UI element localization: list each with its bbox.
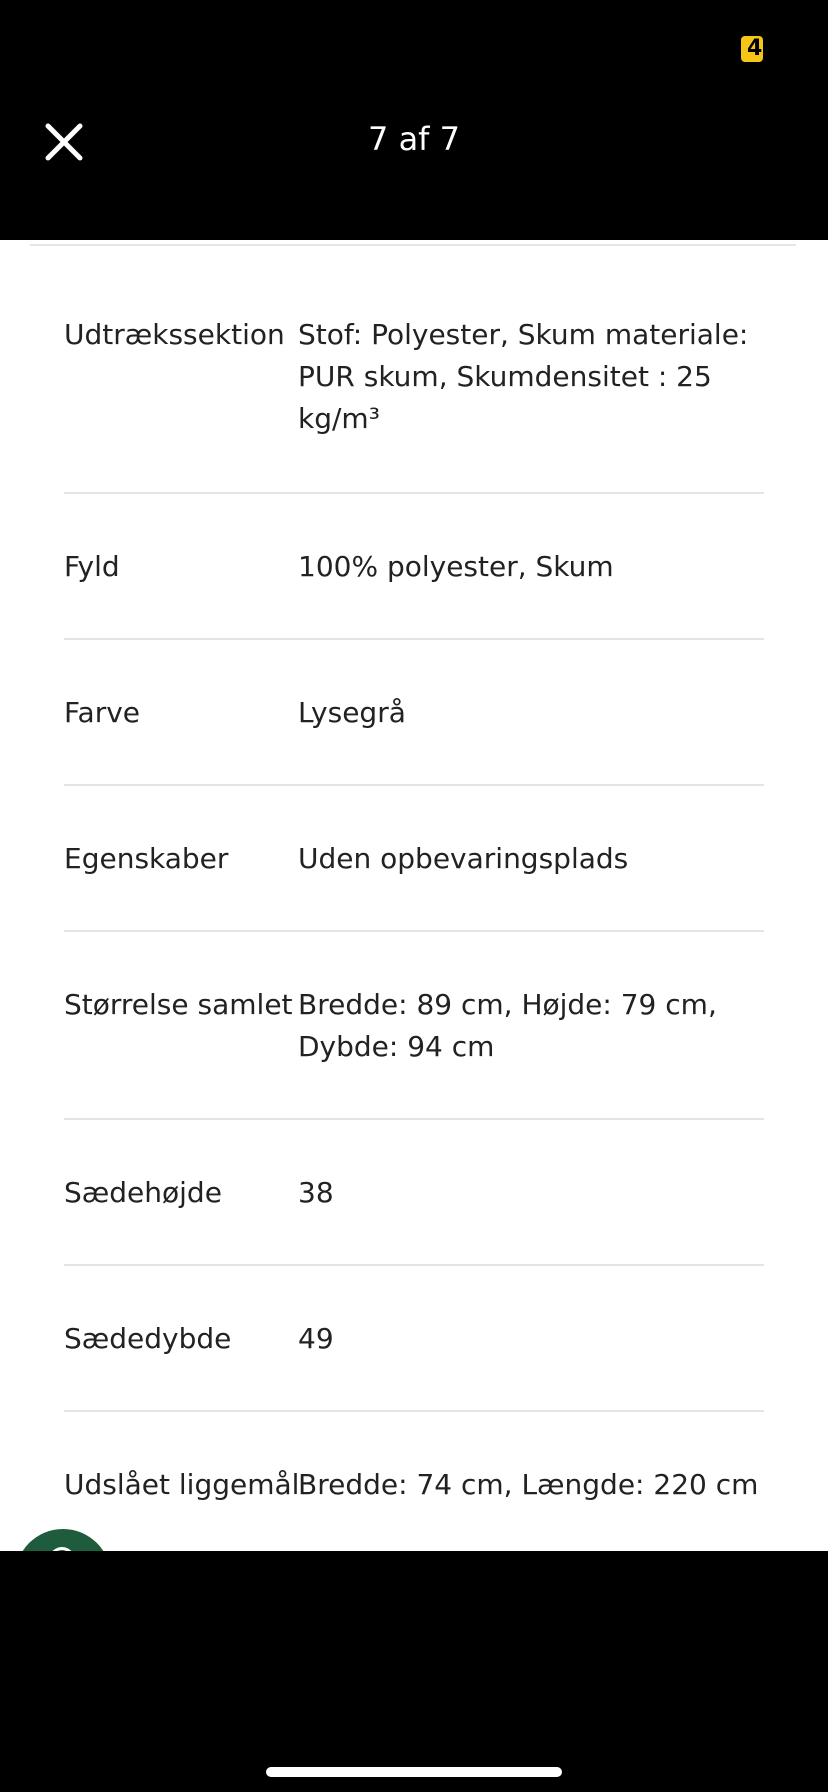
image-counter: 7 af 7 (368, 120, 460, 158)
spec-label: Udtrækssektion (64, 318, 285, 351)
divider (64, 784, 764, 786)
divider (64, 1118, 764, 1120)
spec-table (0, 240, 828, 1551)
divider (64, 1264, 764, 1266)
spec-row (64, 546, 764, 588)
spec-label: Sædehøjde (64, 1176, 222, 1209)
divider (64, 638, 764, 640)
viewer-header (0, 0, 828, 240)
spec-row (64, 692, 764, 734)
spec-label: Fyld (64, 550, 120, 583)
spec-value: Uden opbevaringsplads (298, 842, 629, 875)
bottom-area (0, 1551, 828, 1792)
home-indicator[interactable] (266, 1767, 562, 1777)
divider (30, 244, 796, 246)
spec-label: Størrelse samlet (64, 988, 293, 1021)
spec-label: Egenskaber (64, 842, 229, 875)
spec-label: Sædedybde (64, 1322, 232, 1355)
divider (64, 492, 764, 494)
spec-value: 38 (298, 1176, 334, 1209)
spec-row (64, 838, 764, 880)
spec-row (64, 314, 764, 440)
divider (64, 930, 764, 932)
spec-row (64, 984, 764, 1068)
spec-value: Lysegrå (298, 696, 406, 729)
chat-button[interactable] (15, 1529, 111, 1551)
spec-row (64, 1464, 764, 1506)
notification-badge: 4 (741, 36, 763, 62)
spec-value: 100% polyester, Skum (298, 550, 614, 583)
spec-label: Farve (64, 696, 141, 729)
spec-row (64, 1318, 764, 1360)
spec-label: Udslået liggemål (64, 1468, 300, 1501)
spec-value: Stof: Polyester, Skum materiale: PUR skum, Skumdensitet : 25 kg/m³ (298, 318, 749, 435)
spec-row (64, 1172, 764, 1214)
divider (64, 1410, 764, 1412)
spec-value: Bredde: 74 cm, Længde: 220 cm (298, 1468, 759, 1501)
spec-value: Bredde: 89 cm, Højde: 79 cm, Dybde: 94 cm (298, 988, 717, 1063)
spec-value: 49 (298, 1322, 334, 1355)
